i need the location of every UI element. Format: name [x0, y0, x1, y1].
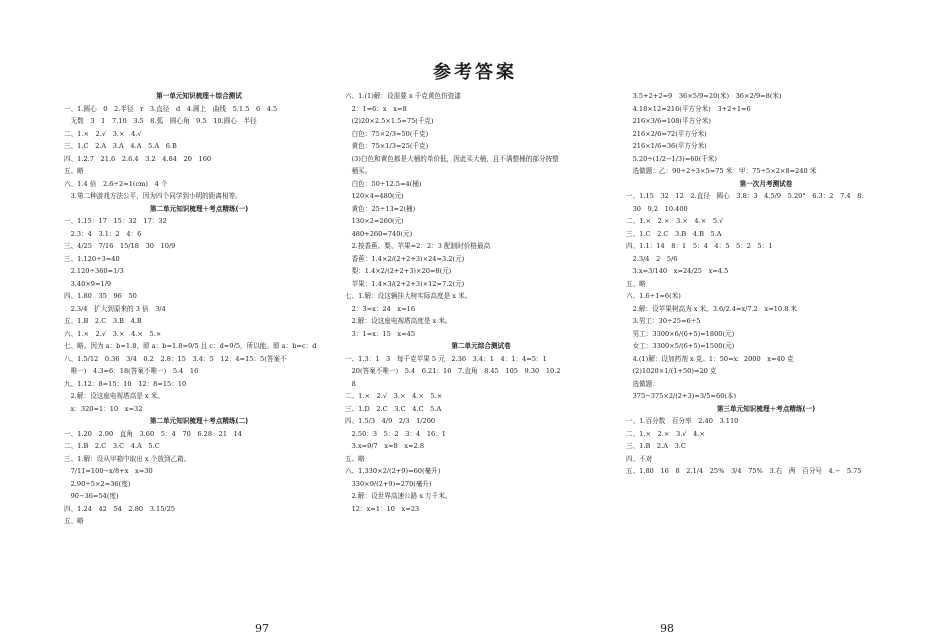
answer-line: 3：1=x：15 x=45 [345, 329, 416, 338]
section-heading: 第一次月考测试卷 [739, 179, 793, 188]
answer-line: 3.x=3/140 x=24/25 x=4.5 [626, 267, 729, 275]
answer-line: 2.3：4 3.1：2 4：6 [64, 229, 142, 238]
answer-line: 2.90÷5×2=36(度) [64, 479, 131, 488]
answer-line: 3.第二种游戏方法公平，因为四个同学到小明的距离相等。 [64, 192, 242, 200]
answer-line: 香蕉：1.4×2/(2+2+3)×24=3.2(元) [345, 254, 465, 263]
answer-line: 130×2=260(元) [345, 217, 404, 225]
answer-line: 六、1.6÷1=6(米) [626, 292, 681, 300]
answer-line: 无数 3 1 7.10 3.5 8.弧 圆心角 9.5 10.圆心 半径 [64, 117, 257, 125]
answer-line: (2)1020×1/(1+50)=20 克 [626, 367, 717, 375]
answer-line: 二、1.× 2.× 3.× 4.× 5.√ [626, 217, 724, 225]
answer-line: 216×1/6=36(平方分米) [626, 142, 707, 150]
answer-line: 2：3=x：24 x=16 [345, 304, 416, 313]
answer-line: 五、略 [626, 279, 646, 288]
answer-line: 六、1.× 2.√ 3.× 4.× 5.× [64, 329, 162, 338]
answer-line: 三、1.120÷3=40 [64, 254, 120, 263]
answer-line: 黄色：75×1/3=25(千克) [345, 142, 429, 150]
answer-line: 三、1.C 2.C 3.B 4.B 5.A [626, 229, 722, 238]
answer-line: 330×9/(2+9)=270(毫升) [345, 479, 432, 488]
answer-column-left [64, 92, 334, 530]
answer-line: 480+260=740(元) [345, 229, 413, 238]
answer-line: 三、1.B 2.A 3.C [626, 442, 686, 450]
answer-line: 4.(1)解：设加药剂 x 克。1：50=x：2000 x=40 克 [626, 354, 794, 363]
answer-column-middle [345, 92, 617, 517]
answer-line: 一、1.15：17 15：32 17：32 [64, 217, 167, 225]
answer-line: 90−36=54(度) [64, 492, 119, 500]
answer-line: 2.解：设苹果树高为 x 米。3.6/2.4=x/7.2 x=10.8 米 [626, 304, 798, 313]
answer-line: 三、1.C 2.A 3.A 4.A 5.A 6.B [64, 142, 177, 150]
answer-line: 七、略。因为 a：b=1.8，即 a：b=1.8=9/5 且 c：d=9/5，所以能。即 a：b=c：d [64, 342, 317, 350]
answer-line: 白色：75×2/3=50(千克) [345, 129, 429, 138]
answer-line: 8 [345, 379, 356, 388]
answer-line: 3.40×9=1/9 [64, 279, 112, 288]
answer-line: 四、1.24 42 54 2.80 3.15/25 [64, 504, 175, 513]
answer-line: 男工：3300×6/(6+5)=1800(元) [626, 329, 735, 338]
answer-line: 一、1.3：1 3 每千克苹果 5 元 2.36 3.4：1 4：1：4=5：1 [345, 354, 547, 363]
answer-line: 2.解：设这座电视塔高度是 x 米。 [345, 317, 452, 325]
answer-line: 四、1.80 35 96 50 [64, 292, 137, 300]
answer-line: 一、1.圆心 0 2.半径 r 3.直径 d 4.圆上 曲线 5.1.5 6 4.5 [64, 104, 278, 113]
section-heading: 第二单元知识梳理＋考点精练(一) [149, 204, 249, 213]
answer-line: 2.50：3 5：2 3：4 16：1 [345, 429, 446, 438]
answer-line: 216×3/6=108(平方分米) [626, 117, 711, 125]
answer-line: 120×4=480(元) [345, 192, 404, 200]
answer-line: 2.按香蕉、梨、苹果=2：2：3 配制时价格最高 [345, 242, 491, 250]
page-number-left: 97 [255, 622, 269, 635]
answer-line: (3)白色和黄色都是大桶的单价低，因此买大桶，且不满整桶的部分按整 [345, 154, 559, 163]
answer-line: 四、1.1：14 8：1 5：4 4：5 5：2 5：1 [626, 242, 773, 250]
answer-line: 白色：50÷12.5=4(桶) [345, 179, 422, 188]
answer-line: 216×2/6=72(平方分米) [626, 129, 707, 138]
section-heading: 第二单元知识梳理＋考点精练(二) [149, 417, 249, 425]
answer-column-right [626, 92, 906, 480]
answer-line: 三、4/25 7/16 15/18 30 10/9 [64, 242, 176, 250]
answer-line: 2.3/4 2 5/6 [626, 254, 678, 263]
answer-line: 梨：1.4×2/(2+2+3)×20=8(元) [345, 267, 452, 275]
answer-line: 五、1.80 16 8 2.1/4 25% 3/4 75% 3.右 两 百分号 4.− 5.75 [626, 467, 862, 475]
answer-line: 2.解：设这座电视塔高是 x 米。 [64, 392, 164, 400]
answer-line: 五、略 [64, 167, 84, 175]
answer-line: 二、1.B 2.C 3.C 4.A 5.C [64, 442, 160, 450]
answer-line: 三、1.解：设从甲箱中取出 x 个放到乙箱。 [64, 454, 191, 463]
answer-line: 唯一) 4.3=6：18(答案不唯一) 5.4 16 [64, 367, 199, 375]
answer-line: 三、1.D 2.C 3.C 4.C 5.A [345, 404, 442, 413]
answer-line: 2.3/4 扩大到原来的 3 倍 3/4 [64, 304, 166, 313]
answer-line: 六、1.330×2/(2+9)=60(毫升) [345, 467, 441, 475]
answer-line: 九、1.12：8=15：10 12：8=15：10 [64, 379, 187, 388]
answer-line: 二、1.× 2.√ 3.× 4.√ [64, 129, 142, 138]
answer-line: 六、1.(1)解：设需要 x 千克黄色仿瓷漆 [345, 92, 461, 100]
answer-line: 苹果：1.4×3/(2+2+3)×12=7.2(元) [345, 279, 465, 288]
answer-line: 二、1.× 2.√ 3.× 4.× 5.× [345, 392, 443, 400]
answer-line: 女工：3300×5/(6+5)=1500(元) [626, 342, 735, 350]
answer-line: 20(答案不唯一) 5.4 6.21：16 7.直角 8.45 105 9.30 10.2 [345, 367, 561, 375]
answer-line: 3.x=9/7 x=8 x=2.8 [345, 442, 425, 450]
answer-line: 2.解：设世界高速公路 x 万千米。 [345, 492, 452, 500]
answer-line: 六、1.4 倍 2.6÷2=1(cm) 4 个 [64, 179, 168, 188]
answer-line: 5.20÷(1/2−1/3)=60(千米) [626, 154, 717, 163]
answer-line: 四、1.5/3 4/9 2/3 1/200 [345, 417, 436, 425]
answer-line: 七、1.解：设这辆挂大树实际高度是 x 米。 [345, 292, 472, 300]
answer-line: 3.男工：30÷25=6÷5 [626, 317, 701, 325]
answer-line: 二、1.× 2.× 3.√ 4.× [626, 429, 705, 438]
answer-line: 7/11=100−x/8+x x=30 [64, 467, 153, 475]
section-heading: 第三单元知识梳理＋考点精练(一) [716, 404, 816, 413]
answer-line: 桶买。 [345, 167, 372, 175]
answer-line: 黄色：25÷13≈2(桶) [345, 204, 416, 213]
answer-line: 选做题： [626, 379, 659, 388]
answer-line: 四、1.2.7 21.6 2.6.4 3.2 4.84 20 160 [64, 154, 212, 163]
answer-line: 一、1.15 32 12 2.直径 圆心 3.8：3 4.5/9 5.20° 6.3：2 7.4 8. [626, 192, 864, 200]
page-title: 参考答案 [433, 62, 517, 83]
answer-line: 12：x=1：10 x=23 [345, 504, 420, 513]
answer-line: 五、1.B 2.C 3.B 4.B [64, 317, 142, 325]
answer-line: 2：1=6：x x=8 [345, 104, 407, 113]
answer-line: 八、1.5/12 0.36 3/4 0.2 2.8：15 3.4：5 12：4=15：5(答案不 [64, 354, 287, 363]
answer-line: 五、略 [64, 517, 84, 525]
answer-line: 四、不对 [626, 454, 653, 463]
answer-line: 375−375×2/(2+3)=3/5=60(本) [626, 392, 737, 400]
answer-line: 一、1.百分数 百分率 2.40 3.110 [626, 417, 739, 425]
answer-line: x：320=1：10 x=32 [64, 404, 143, 413]
answer-line: 4.18×12=216(平方分米) 3+2+1=6 [626, 104, 751, 113]
answer-line: 30 9.2 10.400 [626, 204, 688, 213]
answer-line: (2)20×2.5×1.5=75(千克) [345, 117, 434, 125]
section-heading: 第一单元知识梳理＋综合测试 [156, 92, 242, 100]
answer-line: 一、1.20 2.90 直角 3.60 5：4 70 6.28 21 14 [64, 429, 243, 438]
answer-line: 选做题：乙：90÷2÷3×5=75 米 甲：75÷5×2×8=240 米 [626, 167, 817, 175]
answer-line: 2.120÷360=1/3 [64, 267, 124, 275]
section-heading: 第二单元综合测试卷 [451, 342, 511, 350]
page-number-right: 98 [660, 622, 674, 635]
answer-line: 3.5+2+2=9 36×5/9=20(米) 36×2/9=8(米) [626, 92, 782, 100]
answer-line: 五、略 [345, 454, 365, 463]
